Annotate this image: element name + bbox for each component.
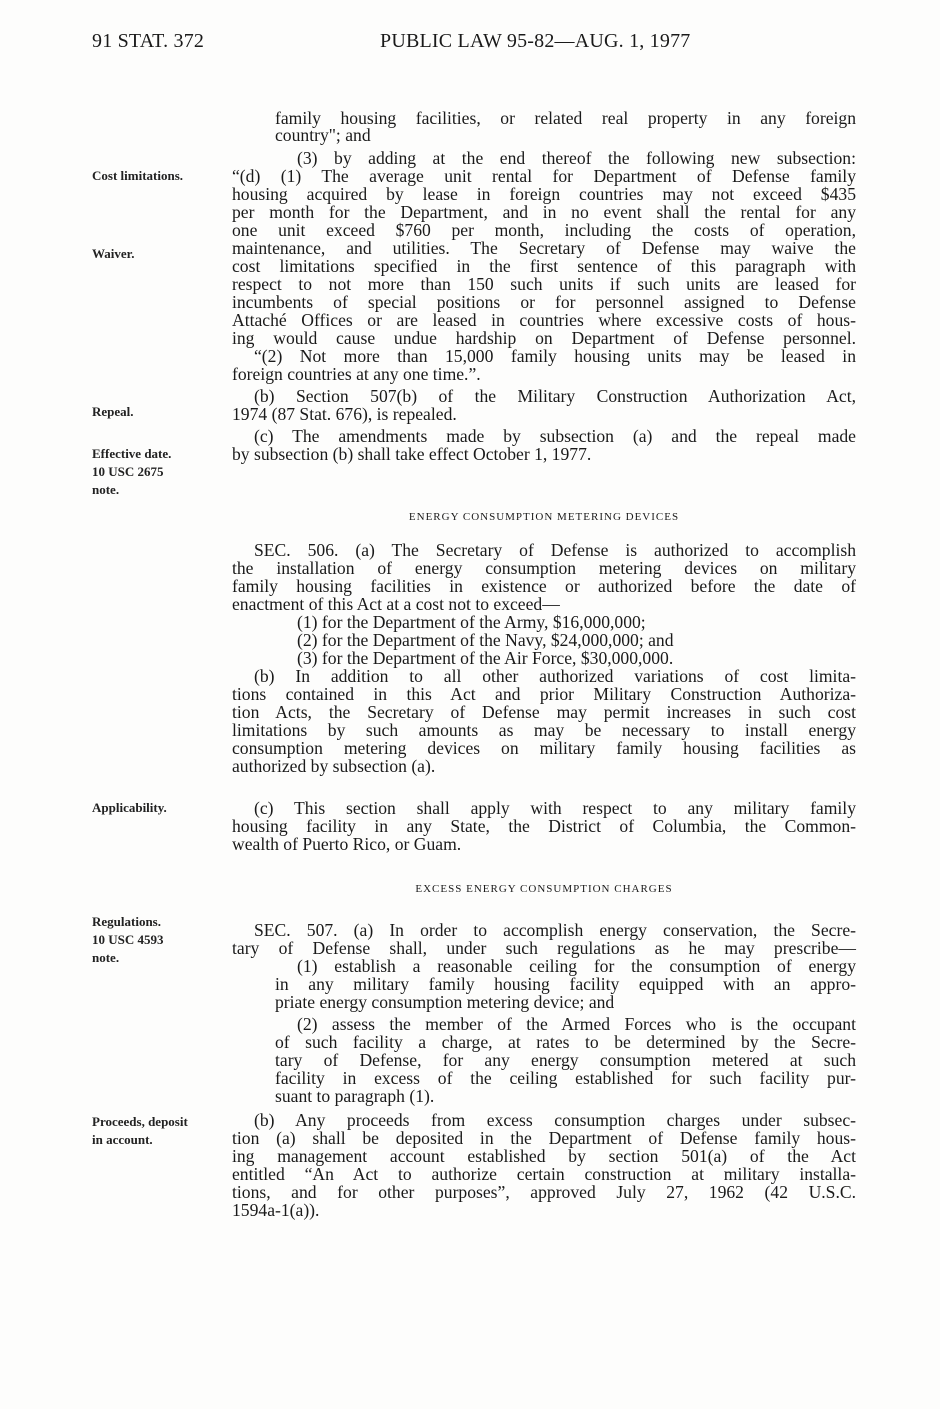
text-line: facility in excess of the ceiling established for such facility pur- bbox=[275, 1068, 856, 1088]
text-line: (b) In addition to all other authorized variations of cost limita- bbox=[254, 666, 856, 686]
text-line: foreign countries at any one time.”. bbox=[232, 364, 481, 384]
text-line: 1974 (87 Stat. 676), is repealed. bbox=[232, 404, 457, 424]
text-line: family housing facilities, or related real property in any foreign bbox=[275, 108, 856, 128]
text-line: “(2) Not more than 15,000 family housing units may be leased in bbox=[254, 346, 856, 366]
text-line: entitled “An Act to authorize certain construction at military installa- bbox=[232, 1164, 856, 1184]
margin-note: Proceeds, deposit bbox=[92, 1114, 188, 1129]
stat-page-number: 91 STAT. 372 bbox=[92, 30, 205, 52]
text-line: (c) The amendments made by subsection (a) and the repeal made bbox=[254, 426, 856, 446]
text-line: housing acquired by lease in foreign countries may not exceed $435 bbox=[232, 184, 856, 204]
text-line: priate energy consumption metering device; and bbox=[275, 992, 615, 1012]
text-line: maintenance, and utilities. The Secretary of Defense may waive the bbox=[232, 238, 856, 258]
text-line: SEC. 506. (a) The Secretary of Defense is authorized to accomplish bbox=[254, 540, 856, 560]
text-line: authorized by subsection (a). bbox=[232, 756, 436, 776]
text-line: (3) for the Department of the Air Force, $30,000,000. bbox=[297, 648, 674, 668]
text-line: per month for the Department, and in no event shall the rental for any bbox=[232, 202, 856, 222]
text-line: consumption metering devices on military family housing facilities as bbox=[232, 738, 856, 758]
text-line: one unit exceed $760 per month, including the costs of operation, bbox=[232, 220, 856, 240]
text-line: of such facility a charge, at rates to be determined by the Secre- bbox=[275, 1032, 856, 1052]
margin-note: 10 USC 2675 bbox=[92, 464, 164, 479]
margin-note: Applicability. bbox=[92, 800, 167, 815]
section-heading: ENERGY CONSUMPTION METERING DEVICES bbox=[408, 511, 680, 523]
margin-note: in account. bbox=[92, 1132, 153, 1147]
text-line: in any military family housing facility equipped with an appro- bbox=[275, 974, 856, 994]
margin-note: Waiver. bbox=[92, 246, 135, 261]
text-line: (1) for the Department of the Army, $16,000,000; bbox=[297, 612, 646, 632]
text-line: (2) assess the member of the Armed Forces who is the occupant bbox=[297, 1014, 856, 1034]
text-line: respect to not more than 150 such units if such units are leased for bbox=[232, 274, 856, 294]
text-line: (1) establish a reasonable ceiling for the consumption of energy bbox=[297, 956, 856, 976]
margin-note: 10 USC 4593 bbox=[92, 932, 164, 947]
text-line: wealth of Puerto Rico, or Guam. bbox=[232, 834, 462, 854]
text-line: enactment of this Act at a cost not to exceed— bbox=[232, 594, 560, 614]
text-line: (b) Any proceeds from excess consumption charges under subsec- bbox=[254, 1110, 856, 1130]
text-line: suant to paragraph (1). bbox=[275, 1086, 435, 1106]
text-line: country"; and bbox=[275, 125, 371, 145]
text-line: by subsection (b) shall take effect October 1, 1977. bbox=[232, 444, 592, 464]
text-line: tions contained in this Act and prior Military Construction Authoriza- bbox=[232, 684, 856, 704]
margin-note: note. bbox=[92, 482, 120, 497]
margin-note: Effective date. bbox=[92, 446, 172, 461]
text-line: limitations by such amounts as may be necessary to install energy bbox=[232, 720, 856, 740]
text-line: “(d) (1) The average unit rental for Department of Defense family bbox=[232, 166, 856, 186]
text-line: the installation of energy consumption metering devices on military bbox=[232, 558, 856, 578]
text-line: housing facility in any State, the District of Columbia, the Common- bbox=[232, 816, 856, 836]
text-line: (c) This section shall apply with respect to any military family bbox=[254, 798, 856, 818]
text-line: cost limitations specified in the first sentence of this paragraph with bbox=[232, 256, 856, 276]
text-line: (b) Section 507(b) of the Military Construction Authorization Act, bbox=[254, 386, 856, 406]
text-line: incumbents of special positions or for personnel assigned to Defense bbox=[232, 292, 856, 312]
text-line: tary of Defense shall, under such regulations as he may prescribe— bbox=[232, 938, 856, 958]
margin-note: Repeal. bbox=[92, 404, 134, 419]
text-line: family housing facilities in existence or authorized before the date of bbox=[232, 576, 856, 596]
text-line: tion Acts, the Secretary of Defense may permit increases in such cost bbox=[232, 702, 856, 722]
margin-note: note. bbox=[92, 950, 120, 965]
text-line: Attaché Offices or are leased in countries where excessive costs of hous- bbox=[232, 310, 856, 330]
text-line: ing management account established by section 501(a) of the Act bbox=[232, 1146, 856, 1166]
text-line: ing would cause undue hardship on Department of Defense personnel. bbox=[232, 328, 856, 348]
section-heading: EXCESS ENERGY CONSUMPTION CHARGES bbox=[415, 883, 673, 895]
text-line: tary of Defense, for any energy consumption metered at such bbox=[275, 1050, 856, 1070]
margin-note: Cost limitations. bbox=[92, 168, 183, 183]
text-line: tions, and for other purposes”, approved July 27, 1962 (42 U.S.C. bbox=[232, 1182, 856, 1202]
text-line: tion (a) shall be deposited in the Department of Defense family hous- bbox=[232, 1128, 856, 1148]
text-line: (2) for the Department of the Navy, $24,000,000; and bbox=[297, 630, 674, 650]
margin-note: Regulations. bbox=[92, 914, 161, 929]
text-line: 1594a-1(a)). bbox=[232, 1200, 320, 1220]
page-header-title: PUBLIC LAW 95-82—AUG. 1, 1977 bbox=[380, 30, 691, 52]
text-line: SEC. 507. (a) In order to accomplish energy conservation, the Secre- bbox=[254, 920, 856, 940]
text-line: (3) by adding at the end thereof the following new subsection: bbox=[297, 148, 856, 168]
